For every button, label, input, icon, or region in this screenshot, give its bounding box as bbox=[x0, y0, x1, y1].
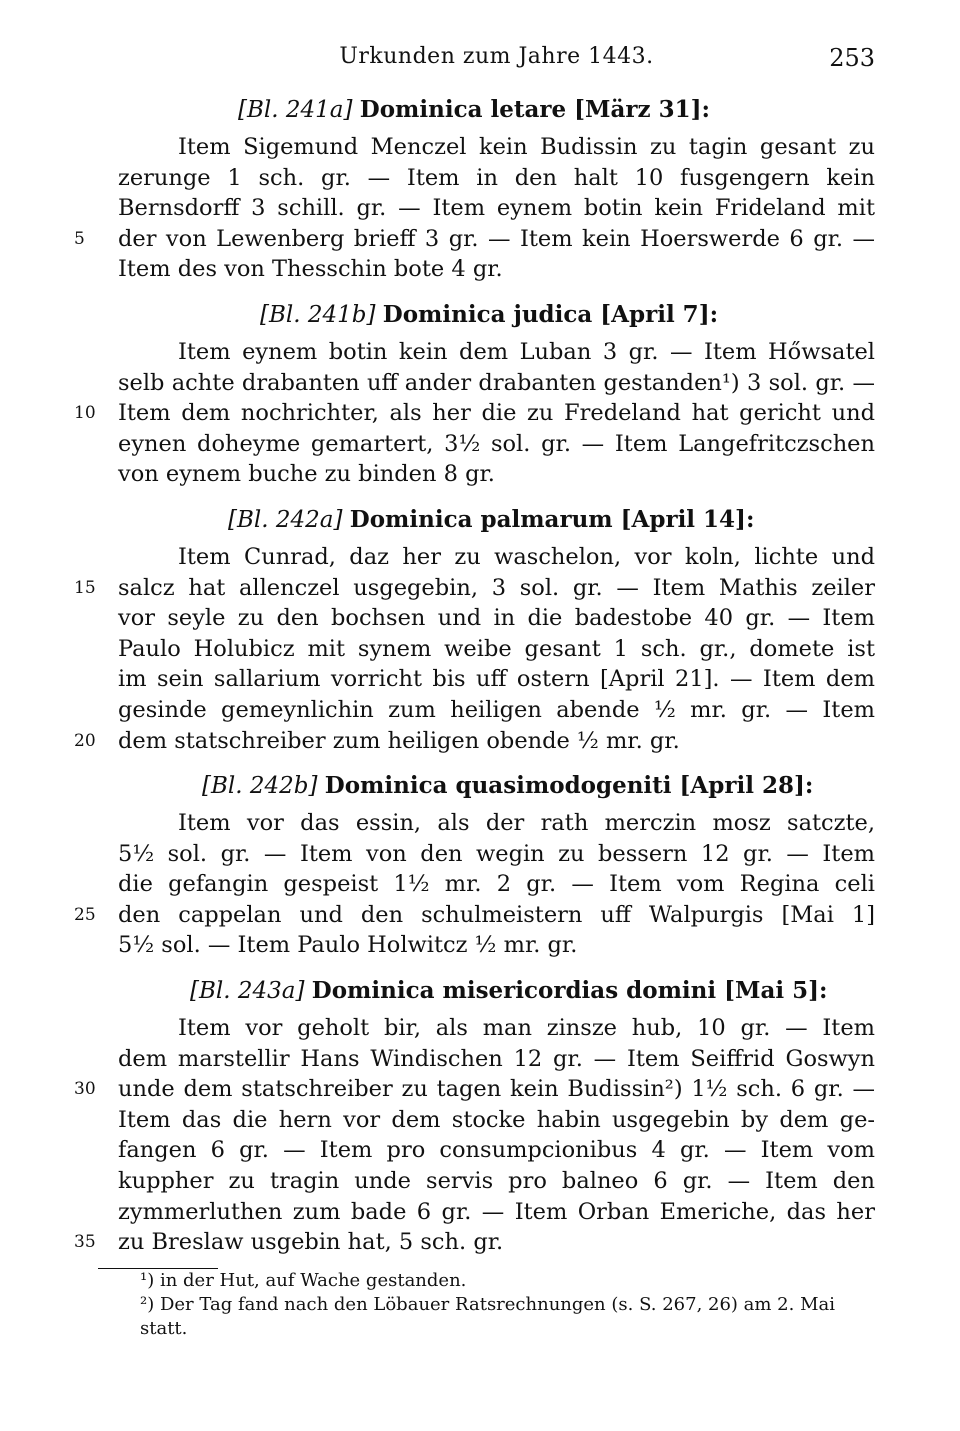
document-page bbox=[74, 44, 875, 1341]
section-title: Dominica quasimodogeniti [April 28]: bbox=[324, 772, 814, 800]
text-line bbox=[118, 664, 875, 695]
folio-reference: [Bl. 242a] bbox=[228, 506, 343, 533]
line-text: Item dem nochrichter, als her die zu Fredeland hat gericht und bbox=[118, 400, 875, 427]
section-heading bbox=[118, 504, 875, 536]
line-text: Item vor geholt bir, als man zinsze hub, 10 gr. — Item bbox=[178, 1015, 875, 1042]
line-number: 35 bbox=[74, 1232, 96, 1253]
line-text: Paulo Holubicz mit synem weibe gesant 1 sch. gr., domete ist bbox=[118, 635, 875, 662]
line-text: 5½ sol. gr. — Item von den wegin zu bessern 12 gr. — Item bbox=[118, 840, 875, 867]
line-text: im sein sallarium vorricht bis uff ostern [April 21]. — Item dem bbox=[118, 666, 875, 693]
text-line bbox=[118, 930, 875, 961]
line-text: der von Lewenberg brieff 3 gr. — Item kein Hoerswerde 6 gr. — bbox=[118, 225, 875, 252]
footnotes bbox=[118, 1269, 875, 1341]
text-line bbox=[74, 726, 875, 757]
line-number: 20 bbox=[74, 730, 96, 751]
line-text: selb achte drabanten uff ander drabanten gestanden¹) 3 sol. gr. — bbox=[118, 369, 875, 396]
text-line bbox=[118, 1135, 875, 1166]
footnote: ²) Der Tag fand nach den Löbauer Ratsrechnungen (s. S. 267, 26) am 2. Mai statt. bbox=[140, 1293, 835, 1339]
line-number: 15 bbox=[74, 577, 96, 598]
text-line bbox=[74, 224, 875, 255]
text-line bbox=[118, 603, 875, 634]
line-text: Item vor das essin, als der rath merczin mosz satczte, bbox=[178, 810, 875, 837]
text-line bbox=[74, 1227, 875, 1258]
section-heading bbox=[118, 770, 875, 802]
text-line bbox=[118, 459, 875, 490]
line-text: dem statschreiber zum heiligen obende ½ mr. gr. bbox=[118, 727, 680, 754]
text-line bbox=[118, 839, 875, 870]
text-line bbox=[118, 1013, 875, 1044]
section-heading bbox=[118, 975, 875, 1007]
line-text: salcz hat allenczel usgegebin, 3 sol. gr. — Item Mathis zeiler bbox=[118, 574, 875, 601]
folio-reference: [Bl. 241a] bbox=[238, 97, 353, 123]
line-number: 25 bbox=[74, 904, 96, 925]
line-text: den cappelan und den schulmeistern uff Walpurgis [Mai 1] bbox=[118, 901, 875, 928]
section-heading bbox=[118, 94, 875, 126]
text-line bbox=[118, 193, 875, 224]
line-text: von eynem buche zu binden 8 gr. bbox=[118, 461, 495, 488]
line-text: kuppher zu tragin unde servis pro balneo 6 gr. — Item den bbox=[118, 1168, 875, 1195]
line-text: dem marstellir Hans Windischen 12 gr. — Item Seiffrid Goswyn bbox=[118, 1045, 875, 1072]
page-number: 253 bbox=[829, 44, 875, 72]
text-line bbox=[118, 368, 875, 399]
line-text: 5½ sol. — Item Paulo Holwitcz ½ mr. gr. bbox=[118, 932, 578, 959]
section-heading bbox=[118, 299, 875, 331]
line-text: unde dem statschreiber zu tagen kein Budissin²) 1½ sch. 6 gr. — bbox=[118, 1076, 875, 1103]
line-text: Item des von Thesschin bote 4 gr. bbox=[118, 256, 503, 283]
line-text: Item eynem botin kein dem Luban 3 gr. — Item Hőwsatel bbox=[178, 338, 875, 365]
text-line bbox=[74, 900, 875, 931]
body-text bbox=[74, 94, 875, 1258]
line-text: gesinde gemeynlichin zum heiligen abende ½ mr. gr. — Item bbox=[118, 696, 875, 723]
text-line bbox=[118, 869, 875, 900]
text-line bbox=[74, 1074, 875, 1105]
line-text: Bernsdorff 3 schill. gr. — Item eynem botin kein Frideland mit bbox=[118, 195, 875, 222]
folio-reference: [Bl. 242b] bbox=[202, 773, 318, 800]
line-number: 5 bbox=[74, 228, 85, 249]
line-text: fangen 6 gr. — Item pro consumpcionibus 4 gr. — Item vom bbox=[118, 1137, 875, 1164]
section-title: Dominica letare [März 31]: bbox=[359, 96, 710, 123]
line-text: Item das die hern vor dem stocke habin usgegebin by dem ge- bbox=[118, 1106, 875, 1133]
text-line bbox=[118, 808, 875, 839]
line-text: zymmerluthen zum bade 6 gr. — Item Orban Emeriche, das her bbox=[118, 1198, 875, 1225]
text-line bbox=[74, 398, 875, 429]
text-line bbox=[118, 1166, 875, 1197]
text-line bbox=[118, 429, 875, 460]
folio-reference: [Bl. 243a] bbox=[190, 978, 305, 1005]
line-number: 10 bbox=[74, 403, 96, 424]
line-text: die gefangin gespeist 1½ mr. 2 gr. — Item vom Regina celi bbox=[118, 871, 875, 898]
folio-reference: [Bl. 241b] bbox=[260, 301, 376, 328]
section-title: Dominica misericordias domini [Mai 5]: bbox=[311, 977, 828, 1005]
line-text: eynen doheyme gemartert, 3½ sol. gr. — Item Langefritczschen bbox=[118, 430, 875, 457]
text-line bbox=[118, 1197, 875, 1228]
text-line bbox=[118, 254, 875, 285]
text-line bbox=[74, 573, 875, 604]
running-title: Urkunden zum Jahre 1443. bbox=[339, 44, 654, 69]
text-line bbox=[118, 1105, 875, 1136]
section-title: Dominica palmarum [April 14]: bbox=[349, 505, 755, 533]
line-number: 30 bbox=[74, 1079, 96, 1100]
text-line bbox=[118, 132, 875, 163]
text-line bbox=[118, 695, 875, 726]
page-header bbox=[118, 44, 875, 80]
line-text: Item Sigemund Menczel kein Budissin zu tagin gesant zu bbox=[178, 134, 875, 160]
line-text: Item Cunrad, daz her zu waschelon, vor koln, lichte und bbox=[178, 543, 875, 570]
text-line bbox=[118, 1044, 875, 1075]
text-line bbox=[118, 542, 875, 573]
text-line bbox=[118, 163, 875, 194]
text-line bbox=[118, 634, 875, 665]
line-text: vor seyle zu den bochsen und in die badestobe 40 gr. — Item bbox=[118, 605, 875, 632]
line-text: zerunge 1 sch. gr. — Item in den halt 10 fusgengern kein bbox=[118, 164, 875, 191]
text-line bbox=[118, 337, 875, 368]
section-title: Dominica judica [April 7]: bbox=[382, 300, 719, 328]
footnote: ¹) in der Hut, auf Wache gestanden. bbox=[140, 1269, 467, 1291]
line-text: zu Breslaw usgebin hat, 5 sch. gr. bbox=[118, 1229, 504, 1256]
